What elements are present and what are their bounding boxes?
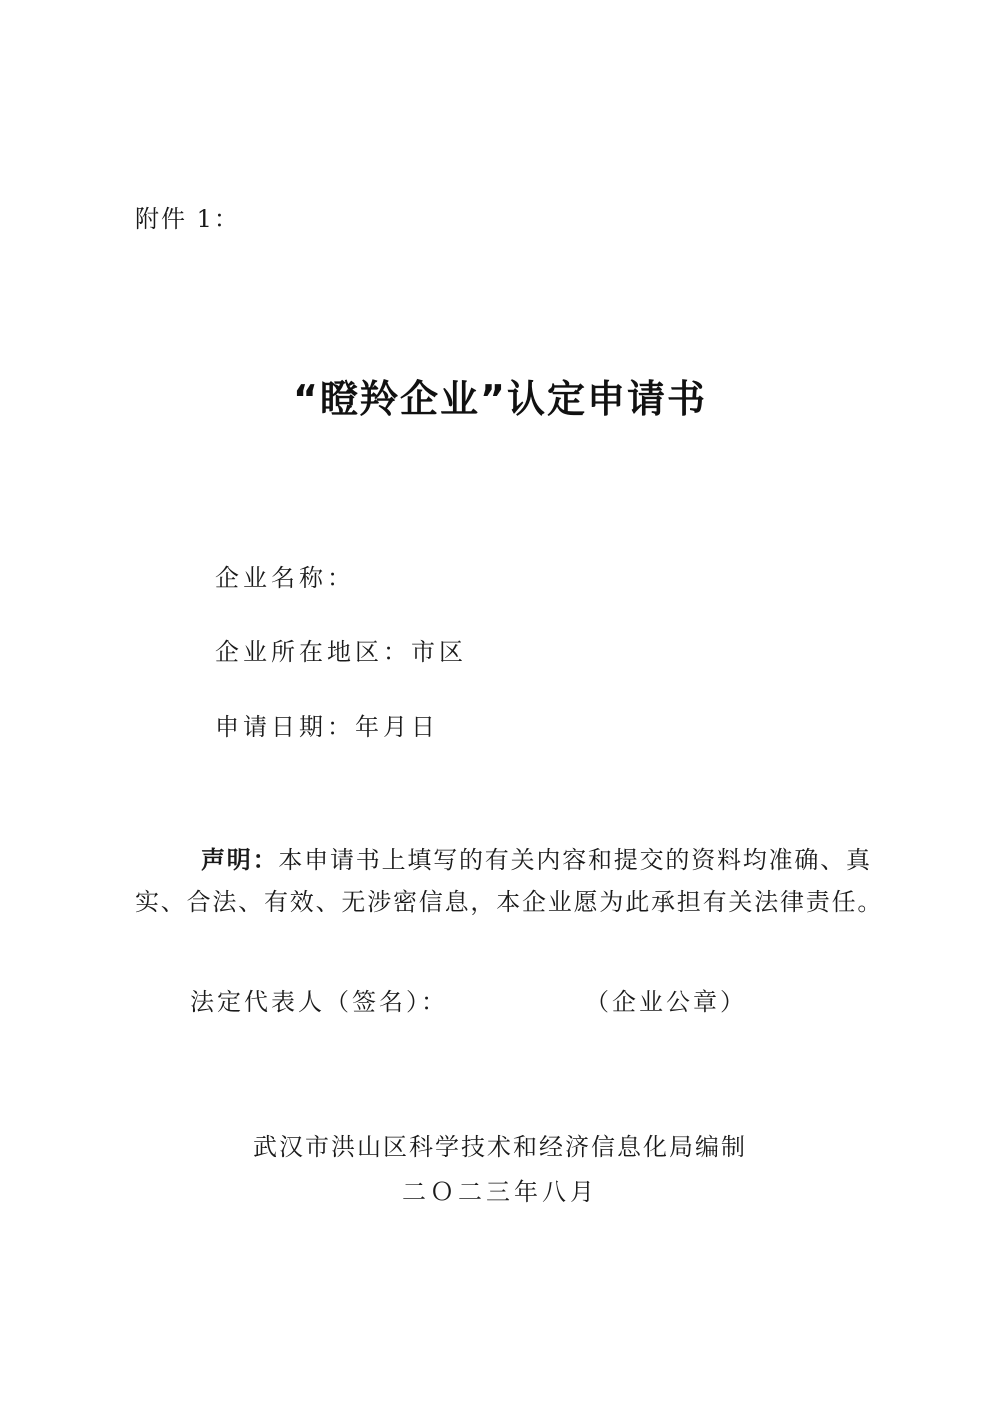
declaration-line-1 bbox=[135, 839, 872, 881]
compiler-organization: 武汉市洪山区科学技术和经济信息化局编制 bbox=[253, 1133, 747, 1161]
declaration-label: 声明： bbox=[201, 846, 279, 874]
company-seal-label: （企业公章） bbox=[585, 988, 747, 1016]
declaration-line-1-text: 本申请书上填写的有关内容和提交的资料均准确、真 bbox=[278, 846, 872, 874]
company-region-field: 企业所在地区：市区 bbox=[215, 638, 467, 666]
document-title: “瞪羚企业”认定申请书 bbox=[293, 377, 707, 421]
legal-representative-signature: 法定代表人（签名）： bbox=[190, 988, 448, 1016]
application-date-field: 申请日期：年月日 bbox=[215, 713, 439, 741]
company-name-field: 企业名称： bbox=[215, 564, 355, 592]
declaration-line-2: 实、合法、有效、无涉密信息，本企业愿为此承担有关法律责任。 bbox=[135, 888, 884, 916]
declaration-paragraph bbox=[135, 839, 884, 923]
attachment-label: 附件 1： bbox=[135, 205, 240, 233]
compile-date: 二Ｏ二三年八月 bbox=[402, 1178, 598, 1206]
